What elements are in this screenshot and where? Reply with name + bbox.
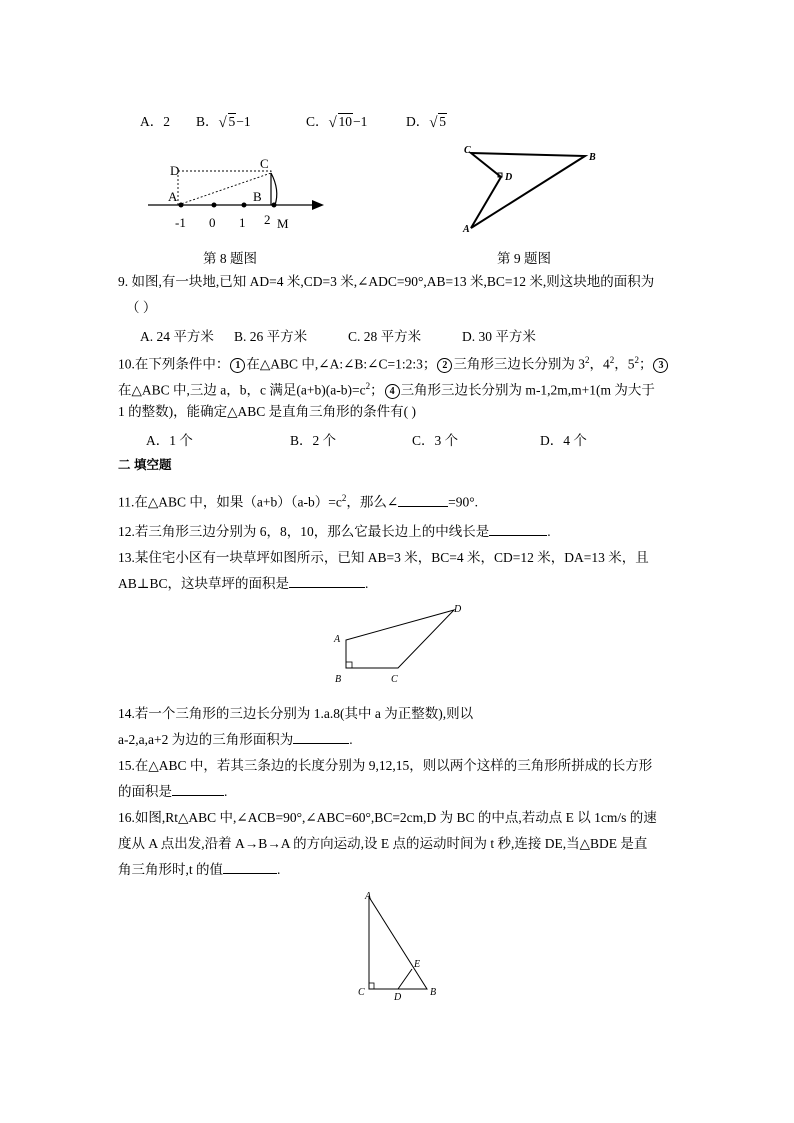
fig16-label-a: A bbox=[365, 891, 372, 902]
q10-text-line1: 10.在下列条件中： 1 在△ABC 中,∠A:∠B:∠C=1:2:3； 2 三角形三边长分别为 $3^2$，$4^2$，$5^2$； 3 bbox=[118, 351, 669, 374]
q10-option-c: C．3 个 bbox=[412, 433, 459, 448]
q8-option-b: B． √ 5−1 bbox=[196, 114, 251, 131]
fig8-label-c: C bbox=[260, 156, 269, 171]
q10-text-line2: 在△ABC 中,三边 a，b，c 满足$(a+b)(a-b)=c^2$； 4 三角形三边长分别为 m-1,2m,m+1(m 为大于 bbox=[118, 381, 655, 398]
section-heading-fill-in: 二 填空题 bbox=[118, 458, 172, 472]
q10-text-line3: 1 的整数)，能确定△ABC 是直角三角形的条件有( ) bbox=[118, 404, 417, 419]
figure-8-number-line bbox=[140, 150, 340, 235]
q16-text-line1: 16.如图,Rt△ABC 中,∠ACB=90°,∠ABC=60°,BC=2cm,D 为 BC 的中点,若动点 E 以 1cm/s 的速 bbox=[118, 810, 657, 825]
sqrt-symbol: √ 10 bbox=[328, 114, 353, 131]
answer-blank[interactable] bbox=[293, 731, 349, 744]
q9-option-a: A. 24 平方米 bbox=[140, 329, 214, 344]
q8-option-d: D． √ 5 bbox=[406, 114, 446, 131]
figure-16-right-triangle bbox=[350, 887, 450, 1007]
sqrt-symbol: √ 5 bbox=[429, 114, 446, 131]
fig8-tick-0: 0 bbox=[209, 215, 216, 230]
q9-text-line1: 9. 如图,有一块地,已知 AD=4 米,CD=3 米,∠ADC=90°,AB=13 米,BC=12 米,则这块地的面积为 bbox=[118, 274, 655, 289]
q9-option-d: D. 30 平方米 bbox=[462, 329, 536, 344]
fig8-tick-2: 2 bbox=[264, 212, 271, 227]
fig8-label-b: B bbox=[253, 189, 262, 204]
fig9-label-c: C bbox=[464, 145, 471, 156]
circled-number-4: 4 bbox=[385, 384, 400, 399]
q13-text-line2: AB⊥BC，这块草坪的面积是 . bbox=[118, 576, 369, 591]
figure-13-lawn bbox=[330, 600, 470, 690]
answer-blank[interactable] bbox=[172, 783, 224, 796]
circled-number-2: 2 bbox=[437, 358, 452, 373]
fig8-tick-neg1: -1 bbox=[175, 215, 186, 230]
fig13-label-a: A bbox=[334, 634, 341, 645]
fig16-label-b: B bbox=[430, 987, 437, 998]
fig9-label-b: B bbox=[589, 152, 596, 163]
fig13-label-c: C bbox=[391, 674, 398, 685]
q16-text-line2: 度从 A 点出发,沿着 A→B→A 的方向运动,设 E 点的运动时间为 t 秒,连接 DE,当△BDE 是直 bbox=[118, 836, 648, 851]
q13-text-line1: 13.某住宅小区有一块草坪如图所示，已知 AB=3 米，BC=4 米，CD=12 米，DA=13 米，且 bbox=[118, 550, 649, 565]
figure-8-caption: 第 8 题图 bbox=[203, 251, 257, 266]
q11-text: 11.在△ABC 中，如果$(a+b)(a-b)=c^2$，那么∠ =90°. bbox=[118, 493, 479, 510]
answer-blank[interactable] bbox=[398, 494, 448, 507]
figure-9-quadrilateral bbox=[455, 140, 605, 235]
q10-option-b: B．2 个 bbox=[290, 433, 337, 448]
circled-number-1: 1 bbox=[230, 358, 245, 373]
q15-text-line2: 的面积是 . bbox=[118, 784, 228, 799]
fig16-label-e: E bbox=[414, 959, 421, 970]
q9-option-b: B. 26 平方米 bbox=[234, 329, 308, 344]
q12-text: 12.若三角形三边分别为 6，8，10，那么它最长边上的中线长是 . bbox=[118, 524, 551, 539]
q8-option-a: A．2 bbox=[140, 114, 170, 129]
q9-text-line2: （ ） bbox=[126, 300, 157, 315]
answer-blank[interactable] bbox=[489, 523, 547, 536]
fig8-label-d: D bbox=[170, 163, 180, 178]
circled-number-3: 3 bbox=[653, 358, 668, 373]
fig13-label-d: D bbox=[454, 604, 462, 615]
q9-option-c: C. 28 平方米 bbox=[348, 329, 422, 344]
fig8-label-a: A bbox=[168, 189, 178, 204]
q15-text-line1: 15.在△ABC 中，若其三条边的长度分别为 9,12,15，则以两个这样的三角形所拼成的长方形 bbox=[118, 758, 653, 773]
q8-option-c: C． √ 10−1 bbox=[306, 114, 368, 131]
fig8-label-m: M bbox=[277, 216, 289, 231]
fig9-label-a: A bbox=[463, 224, 470, 235]
fig16-label-d: D bbox=[394, 992, 402, 1003]
sqrt-symbol: √ 5 bbox=[218, 114, 236, 131]
fig16-label-c: C bbox=[358, 987, 365, 998]
q14-text-line2: a-2,a,a+2 为边的三角形面积为 . bbox=[118, 732, 353, 747]
figure-9-caption: 第 9 题图 bbox=[497, 251, 551, 266]
answer-blank[interactable] bbox=[223, 861, 277, 874]
q10-option-a: A．1 个 bbox=[146, 433, 193, 448]
fig13-label-b: B bbox=[335, 674, 342, 685]
fig8-tick-1: 1 bbox=[239, 215, 246, 230]
q14-text-line1: 14.若一个三角形的三边长分别为 1.a.8(其中 a 为正整数),则以 bbox=[118, 706, 474, 721]
fig9-label-d: D bbox=[505, 172, 513, 183]
q10-option-d: D．4 个 bbox=[540, 433, 587, 448]
answer-blank[interactable] bbox=[289, 575, 365, 588]
q16-text-line3: 角三角形时,t 的值 . bbox=[118, 862, 281, 877]
